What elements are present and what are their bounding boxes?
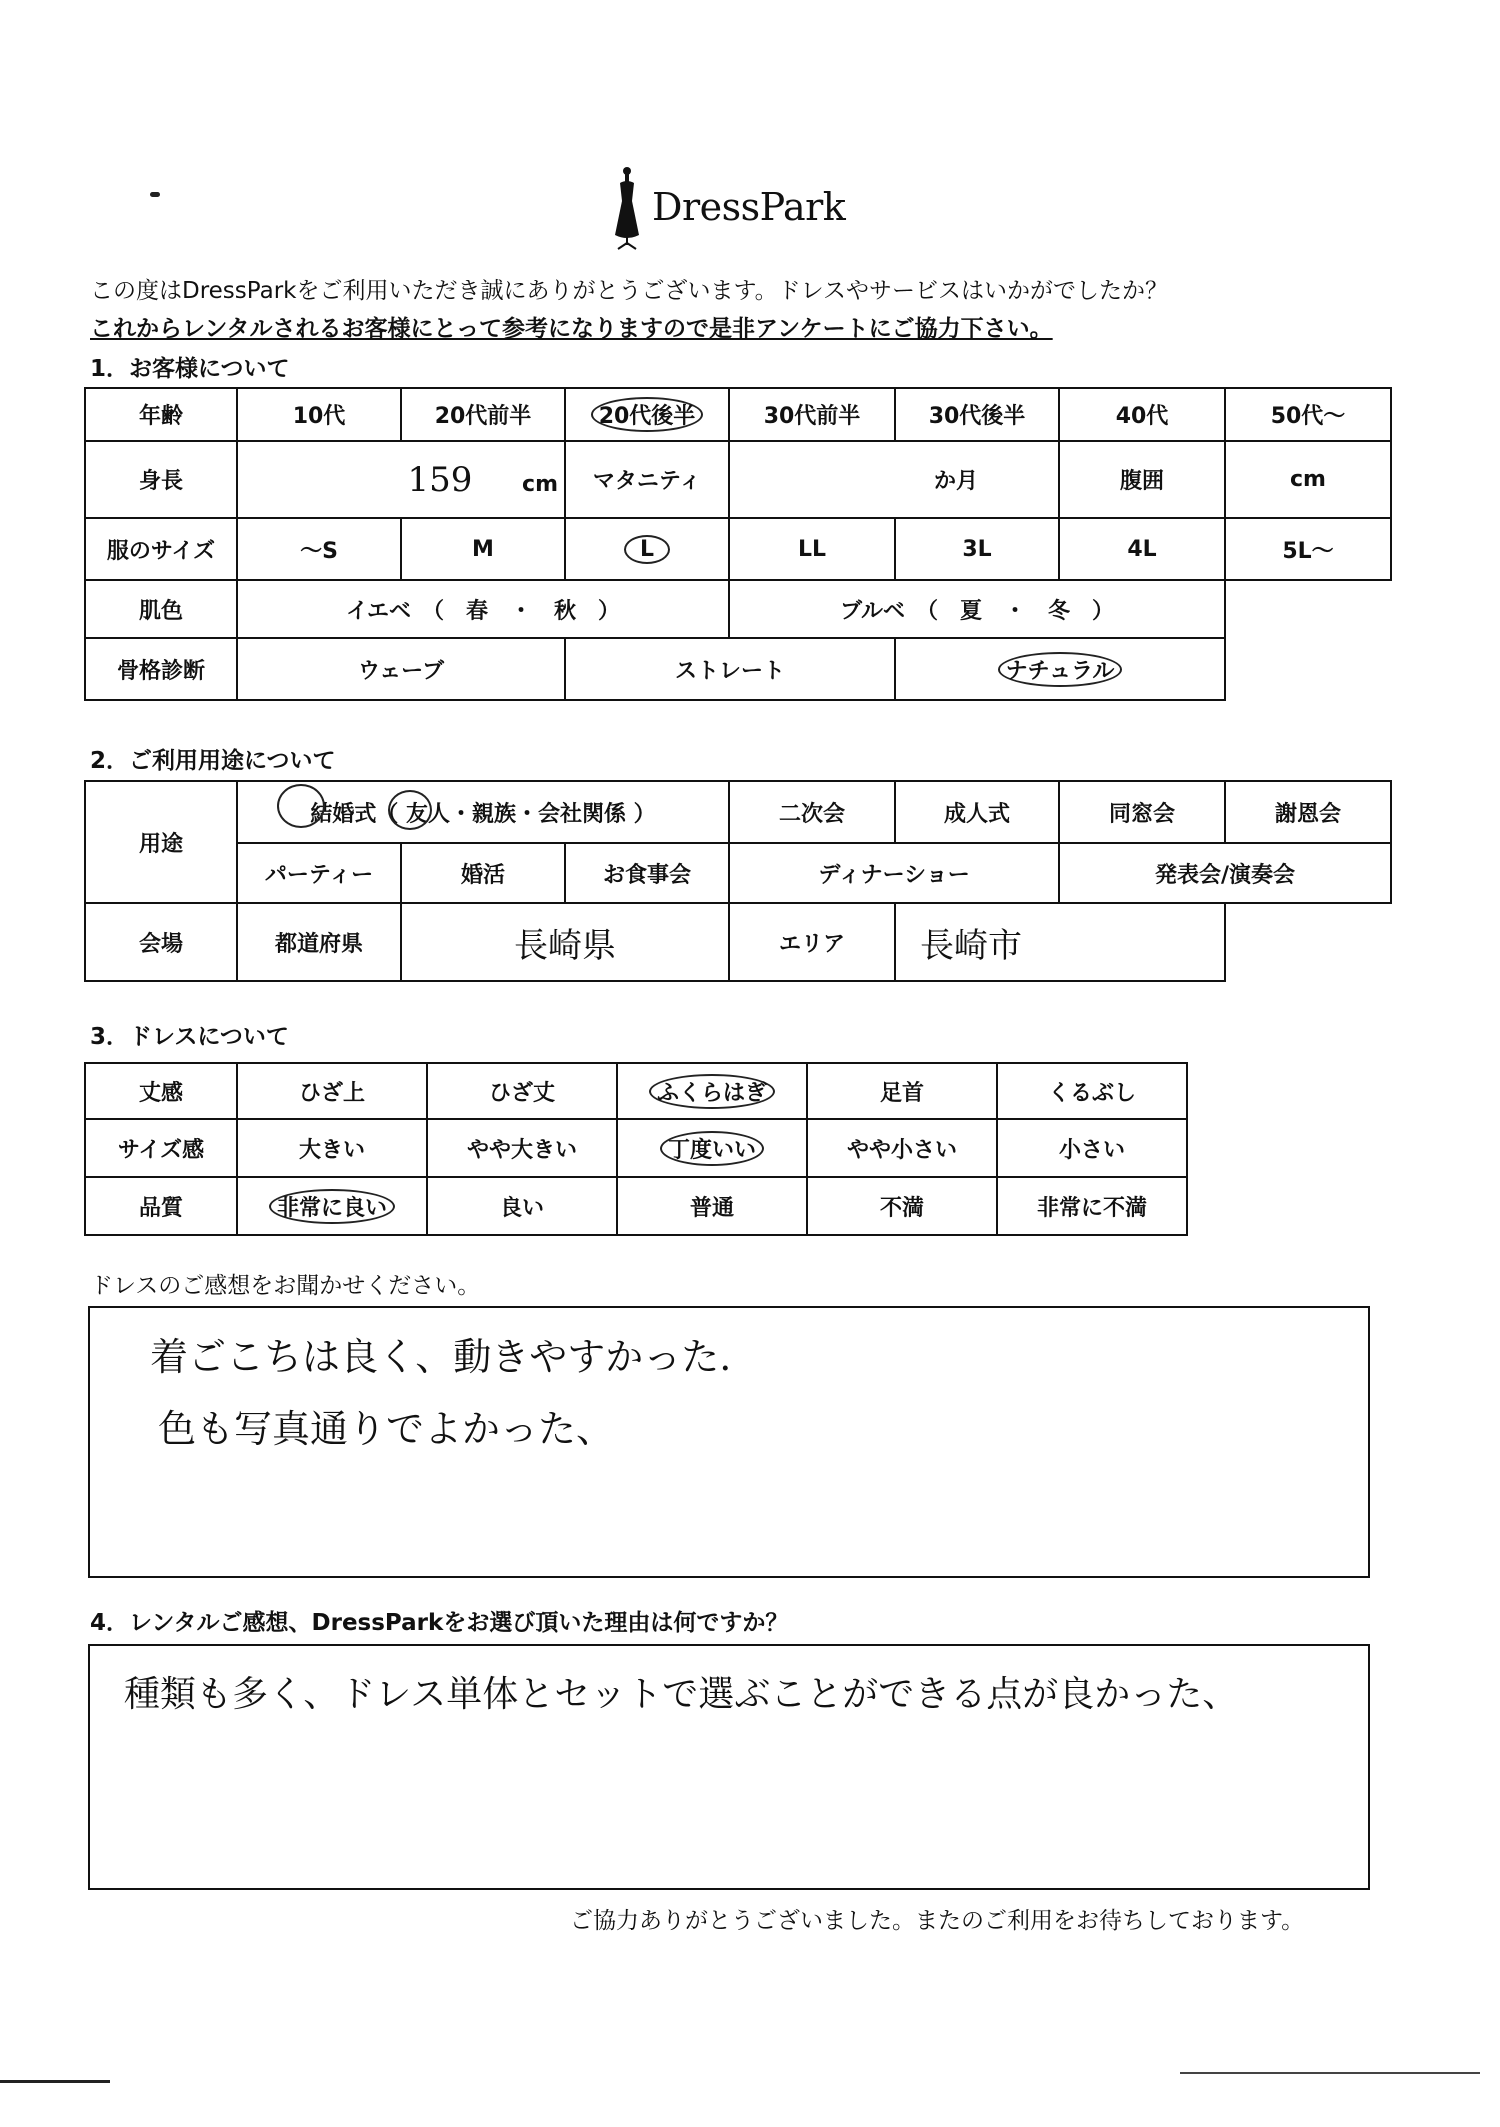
fit-option-selected[interactable]	[617, 1119, 807, 1177]
frame-option[interactable]: ウェーブ	[237, 638, 565, 700]
area-label: エリア	[729, 903, 895, 981]
quality-option[interactable]: 良い	[427, 1177, 617, 1235]
frame-label: 骨格診断	[85, 638, 237, 700]
purpose-option[interactable]: 謝恩会	[1225, 781, 1391, 843]
selection-circle-friend	[388, 790, 432, 830]
waist-label: 腹囲	[1059, 441, 1225, 518]
scan-edge-line	[1180, 2072, 1480, 2074]
purpose-option-wedding[interactable]: 結婚式（ 友人・親族・会社関係 ）	[237, 781, 729, 843]
quality-label: 品質	[85, 1177, 237, 1235]
purpose-option[interactable]: 婚活	[401, 843, 565, 903]
dress-comment-box[interactable]	[88, 1306, 1370, 1578]
quality-option[interactable]: 不満	[807, 1177, 997, 1235]
dress-comment-label: ドレスのご感想をお聞かせください。	[90, 1273, 481, 1299]
length-option-selected[interactable]	[617, 1063, 807, 1119]
quality-option[interactable]: 普通	[617, 1177, 807, 1235]
scan-speck	[150, 192, 160, 197]
dress-form-icon	[612, 165, 642, 255]
frame-option-selected[interactable]	[895, 638, 1225, 700]
skin-option[interactable]: イエベ （ 春 ・ 秋 ）	[237, 580, 729, 638]
intro-line-2: これからレンタルされるお客様にとって参考になりますので是非アンケートにご協力下さい。	[90, 316, 1053, 342]
selection-circle: 非常に良い	[269, 1189, 395, 1224]
selection-circle: ナチュラル	[998, 652, 1123, 687]
size-label: 服のサイズ	[85, 518, 237, 580]
size-option[interactable]: 5L～	[1225, 518, 1391, 580]
age-option[interactable]: 30代前半	[729, 388, 895, 441]
dress-table	[84, 1062, 1188, 1236]
age-label: 年齢	[85, 388, 237, 441]
fit-option[interactable]: やや大きい	[427, 1119, 617, 1177]
size-option-selected[interactable]	[565, 518, 729, 580]
skin-label: 肌色	[85, 580, 237, 638]
dress-comment-line-1: 着ごこちは良く、動きやすかった.	[150, 1335, 732, 1379]
brand-name: DressPark	[652, 185, 846, 229]
purpose-option[interactable]: 二次会	[729, 781, 895, 843]
purpose-option[interactable]: ディナーショー	[729, 843, 1059, 903]
age-option[interactable]: 20代前半	[401, 388, 565, 441]
size-option[interactable]: LL	[729, 518, 895, 580]
height-value: 159	[407, 459, 473, 500]
dress-comment-line-2: 色も写真通りでよかった、	[158, 1407, 615, 1451]
reason-answer: 種類も多く、ドレス単体とセットで選ぶことができる点が良かった、	[124, 1674, 1239, 1715]
frame-option[interactable]: ストレート	[565, 638, 895, 700]
intro-line-1: この度はDressParkをご利用いただき誠にありがとうございます。ドレスやサービスはいかがでしたか？	[90, 278, 1168, 304]
age-option[interactable]: 30代後半	[895, 388, 1059, 441]
skin-option[interactable]: ブルベ （ 夏 ・ 冬 ）	[729, 580, 1225, 638]
height-field[interactable]	[237, 441, 565, 518]
prefecture-field[interactable]	[401, 903, 729, 981]
purpose-option[interactable]: 成人式	[895, 781, 1059, 843]
venue-label: 会場	[85, 903, 237, 981]
selection-circle: ふくらはぎ	[649, 1074, 775, 1109]
quality-option[interactable]: 非常に不満	[997, 1177, 1187, 1235]
waist-unit[interactable]: cm	[1225, 441, 1391, 518]
fit-option[interactable]: 大きい	[237, 1119, 427, 1177]
prefecture-value: 長崎県	[514, 925, 617, 966]
maternity-label: マタニティ	[565, 441, 729, 518]
area-value: 長崎市	[920, 925, 1023, 966]
selection-circle: 20代後半	[591, 397, 704, 432]
scan-edge-line	[0, 2080, 110, 2083]
fit-label: サイズ感	[85, 1119, 237, 1177]
quality-option-selected[interactable]	[237, 1177, 427, 1235]
size-option[interactable]: 4L	[1059, 518, 1225, 580]
selection-circle-wedding	[277, 784, 325, 828]
length-option[interactable]: 足首	[807, 1063, 997, 1119]
age-option-selected[interactable]	[565, 388, 729, 441]
length-option[interactable]: ひざ丈	[427, 1063, 617, 1119]
section-2-title: 2．ご利用用途について	[90, 748, 336, 774]
size-option[interactable]: 3L	[895, 518, 1059, 580]
age-option[interactable]: 40代	[1059, 388, 1225, 441]
age-option[interactable]: 50代～	[1225, 388, 1391, 441]
purpose-label: 用途	[85, 781, 237, 903]
height-label: 身長	[85, 441, 237, 518]
length-option[interactable]: くるぶし	[997, 1063, 1187, 1119]
length-label: 丈感	[85, 1063, 237, 1119]
purpose-option[interactable]: パーティー	[237, 843, 401, 903]
selection-circle: 丁度いい	[660, 1131, 764, 1166]
reason-box[interactable]	[88, 1644, 1370, 1890]
length-option[interactable]: ひざ上	[237, 1063, 427, 1119]
maternity-unit[interactable]: か月	[729, 441, 1059, 518]
fit-option[interactable]: 小さい	[997, 1119, 1187, 1177]
age-option[interactable]: 10代	[237, 388, 401, 441]
size-option[interactable]: ～S	[237, 518, 401, 580]
fit-option[interactable]: やや小さい	[807, 1119, 997, 1177]
section-4-title: 4．レンタルご感想、DressParkをお選び頂いた理由は何ですか？	[90, 1610, 789, 1636]
selection-circle: L	[624, 535, 670, 564]
section-1-title: 1．お客様について	[90, 356, 290, 382]
height-unit: cm	[522, 471, 558, 497]
size-option[interactable]: M	[401, 518, 565, 580]
prefecture-label: 都道府県	[237, 903, 401, 981]
purpose-option[interactable]: 同窓会	[1059, 781, 1225, 843]
purpose-option[interactable]: 発表会/演奏会	[1059, 843, 1391, 903]
purpose-option[interactable]: お食事会	[565, 843, 729, 903]
customer-table	[84, 387, 1392, 701]
area-field[interactable]	[895, 903, 1225, 981]
footer-thanks: ご協力ありがとうございました。またのご利用をお待ちしております。	[570, 1908, 1305, 1934]
section-3-title: 3．ドレスについて	[90, 1024, 289, 1050]
